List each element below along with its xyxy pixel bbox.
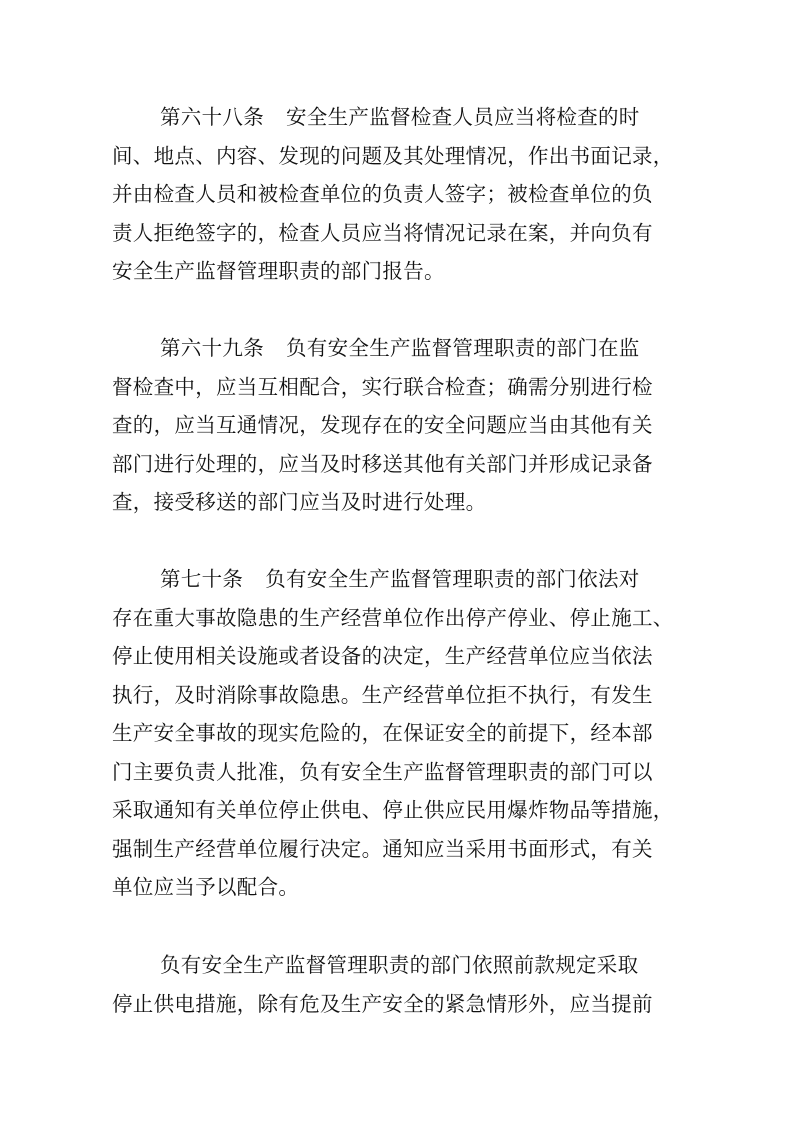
paragraph-line: 间、地点、内容、发现的问题及其处理情况，作出书面记录， xyxy=(112,143,674,168)
article-68-paragraph xyxy=(112,98,687,291)
article-heading: 第六十八条 xyxy=(160,105,264,129)
paragraph-line: 采取通知有关单位停止供电、停止供应民用爆炸物品等措施， xyxy=(112,798,674,822)
paragraph-line: 督检查中，应当互相配合，实行联合检查；确需分别进行检 xyxy=(112,374,653,399)
article-69-paragraph xyxy=(112,329,687,522)
paragraph-line: 部门进行处理的，应当及时移送其他有关部门并形成记录备 xyxy=(112,451,653,476)
paragraph-line: 停止供电措施，除有危及生产安全的紧急情形外，应当提前 xyxy=(112,991,653,1016)
article-70-second-paragraph xyxy=(112,946,687,1023)
paragraph-line: 责人拒绝签字的，检查人员应当将情况记录在案，并向负有 xyxy=(112,220,653,245)
paragraph-line: 强制生产经营单位履行决定。通知应当采用书面形式，有关 xyxy=(112,836,653,861)
paragraph-line: 安全生产监督管理职责的部门报告。 xyxy=(112,259,445,283)
paragraph-line: 门主要负责人批准，负有安全生产监督管理职责的部门可以 xyxy=(112,759,653,784)
paragraph-line xyxy=(112,98,687,137)
paragraph-line xyxy=(112,560,687,599)
paragraph-line: 停止使用相关设施或者设备的决定，生产经营单位应当依法 xyxy=(112,644,653,668)
paragraph-line: 执行，及时消除事故隐患。生产经营单位拒不执行，有发生 xyxy=(112,682,653,707)
line-text: 负有安全生产监督管理职责的部门依法对 xyxy=(265,567,640,591)
paragraph-line: 并由检查人员和被检查单位的负责人签字；被检查单位的负 xyxy=(112,182,653,206)
line-text: 安全生产监督检查人员应当将检查的时 xyxy=(286,105,640,129)
paragraph-line: 存在重大事故隐患的生产经营单位作出停产停业、停止施工、 xyxy=(112,605,674,630)
article-70-paragraph xyxy=(112,560,687,907)
paragraph-line: 生产安全事故的现实危险的，在保证安全的前提下，经本部 xyxy=(112,721,653,745)
article-heading: 第六十九条 xyxy=(160,336,264,360)
paragraph-line xyxy=(112,329,687,368)
line-text: 负有安全生产监督管理职责的部门在监 xyxy=(286,336,640,360)
paragraph-line: 查的，应当互通情况，发现存在的安全问题应当由其他有关 xyxy=(112,413,653,437)
paragraph-line: 单位应当予以配合。 xyxy=(112,875,300,899)
paragraph-line: 负有安全生产监督管理职责的部门依照前款规定采取 xyxy=(160,953,639,977)
paragraph-line: 查，接受移送的部门应当及时进行处理。 xyxy=(112,490,487,514)
article-heading: 第七十条 xyxy=(160,567,244,591)
